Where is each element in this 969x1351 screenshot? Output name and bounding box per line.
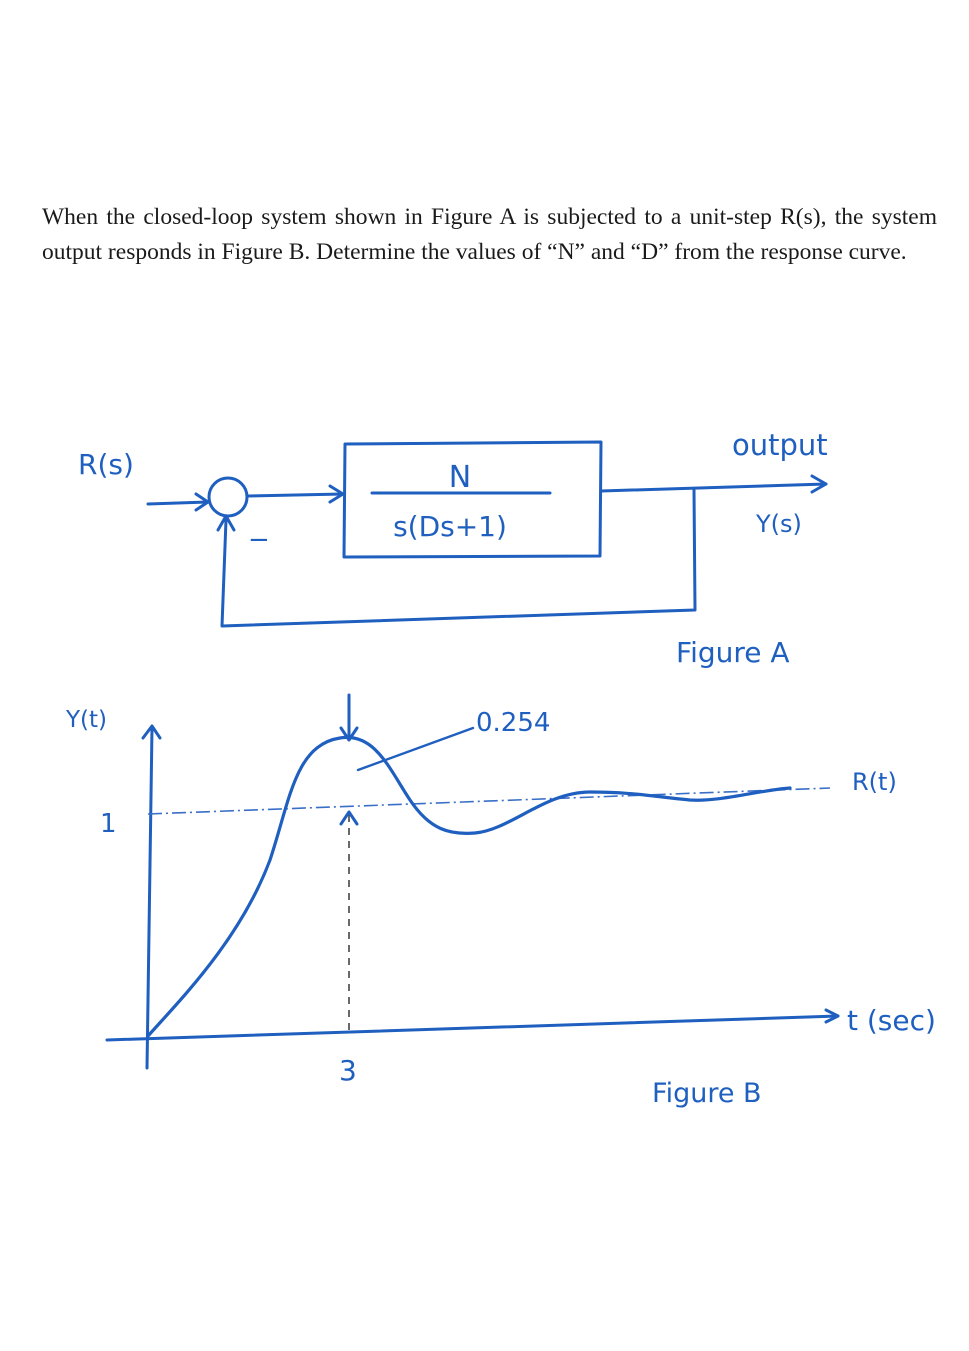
overshoot-label: 0.254 (476, 708, 551, 738)
output-arrow-line (601, 484, 826, 491)
input-arrow-line (148, 502, 208, 504)
y-axis (147, 728, 152, 1068)
reference-level-line (148, 788, 830, 814)
tf-denominator: s(Ds+1) (393, 510, 507, 543)
figure-a-block-diagram (78, 428, 828, 669)
tf-numerator: N (448, 460, 472, 495)
output-word: output (732, 428, 828, 462)
summing-junction (209, 478, 247, 516)
figure-b-step-response (65, 695, 936, 1109)
figure-b-caption: Figure B (652, 1078, 762, 1109)
level-label: 1 (100, 809, 117, 839)
output-label: Y(s) (756, 510, 802, 538)
sum-minus-sign: − (248, 525, 270, 555)
problem-text: When the closed-loop system shown in Figure A is subjected to a unit-step R(s), the system output responds in Figure B. Determine the values of “N” and “D” from the response curve. (42, 204, 937, 265)
input-label: R(s) (78, 448, 134, 481)
forward-arrow-line (247, 494, 343, 496)
reference-label: R(t) (852, 768, 897, 796)
response-curve (148, 737, 790, 1036)
peak-time-label: 3 (339, 1054, 357, 1087)
x-axis-label: t (sec) (847, 1004, 936, 1037)
figure-a-caption: Figure A (676, 636, 790, 669)
x-axis (107, 1016, 838, 1040)
y-axis-label: Y(t) (66, 707, 108, 733)
